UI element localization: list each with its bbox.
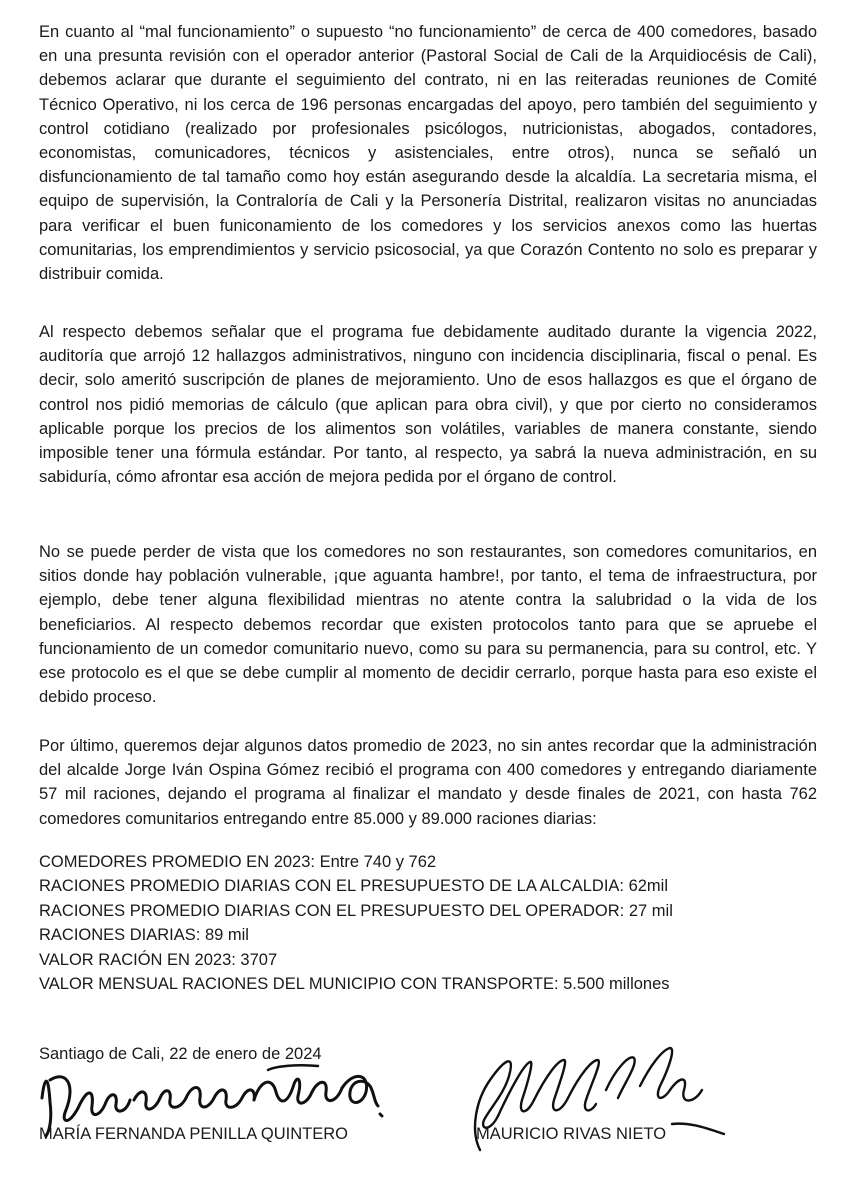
signature-2 <box>440 1020 740 1160</box>
signer-name-1: MARÍA FERNANDA PENILLA QUINTERO <box>39 1125 348 1143</box>
paragraph-comedores-comunitarios: No se puede perder de vista que los comedores no son restaurantes, son comedores comunitarios, en sitios donde hay población vulnerable, ¡que aguanta hambre!, por tanto, el tema de infraestructura, por ejemplo, debe tener alguna flexibilidad mientras no atente contra la salubridad o la vida de los beneficiarios. Al respecto debemos recordar que existen protocolos tanto para que se apruebe el funcionamiento de un comedor comunitario nuevo, como su para su permanencia, para su control, etc. Y ese protocolo es el que se debe cumplir al momento de decidir cerrarlo, porque hasta para eso existe el debido proceso. <box>39 543 817 707</box>
paragraph-auditoria: Al respecto debemos señalar que el programa fue debidamente auditado durante la vigencia 2022, auditoría que arrojó 12 hallazgos administrativos, ninguno con incidencia disciplinaria, fiscal o penal. Es decir, solo ameritó suscripción de planes de mejoramiento. Uno de esos hallazgos es que el órgano de control nos pidió memorias de cálculo (que aplican para obra civil), y que por cierto no consideramos aplicable porque los precios de los alimentos son volátiles, variables de manera constante, siendo imposible tener una fórmula estándar. Por tanto, al respecto, ya sabrá la nueva administración, en su sabiduría, cómo afrontar esa acción de mejora pedida por el órgano de control. <box>39 323 817 487</box>
place-date: Santiago de Cali, 22 de enero de 2024 <box>39 1045 322 1063</box>
data-line-raciones-alcaldia: RACIONES PROMEDIO DIARIAS CON EL PRESUPUESTO DE LA ALCALDIA: 62mil <box>39 877 669 896</box>
data-line-raciones-operador: RACIONES PROMEDIO DIARIAS CON EL PRESUPUESTO DEL OPERADOR: 27 mil <box>39 901 673 920</box>
signature-1 <box>36 1040 386 1140</box>
data-line-valor-racion: VALOR RACIÓN EN 2023: 3707 <box>39 950 278 969</box>
data-line-raciones-diarias: RACIONES DIARIAS: 89 mil <box>39 926 249 945</box>
signer-name-2: MAURICIO RIVAS NIETO <box>476 1125 667 1143</box>
paragraph-datos-promedio: Por último, queremos dejar algunos datos promedio de 2023, no sin antes recordar que la administración del alcalde Jorge Iván Ospina Gómez recibió el programa con 400 comedores y entregando diariamente 57 mil raciones, dejando el programa al finalizar el mandato y desde finales de 2021, con hasta 762 comedores comunitarios entregando entre 85.000 y 89.000 raciones diarias: <box>39 737 817 828</box>
data-list <box>39 850 817 996</box>
data-line-comedores: COMEDORES PROMEDIO EN 2023: Entre 740 y 762 <box>39 853 437 871</box>
paragraph-mal-funcionamiento: En cuanto al “mal funcionamiento” o supuesto “no funcionamiento” de cerca de 400 comedores, basado en una presunta revisión con el operador anterior (Pastoral Social de Cali de la Arquidiocésis de Cali), debemos aclarar que durante el seguimiento del contrato, ni en las reiteradas reuniones de Comité Técnico Operativo, ni los cerca de 196 personas encargadas del apoyo, pero también del seguimiento y control cotidiano (realizado por profesionales psicólogos, nutricionistas, abogados, contadores, economistas, comunicadores, técnicos y asistenciales, entre otros), nunca se señaló un disfuncionamiento de tal tamaño como hoy están asegurando desde la alcaldía. La secretaria misma, el equipo de supervisión, la Contraloría de Cali y la Personería Distrital, realizaron visitas no anunciadas para verificar el buen funiconamiento de los comedores y los servicios anexos como las huertas comunitarias, los emprendimientos y servicio psicosocial, ya que Corazón Contento no solo es preparar y distribuir comida. <box>39 23 817 284</box>
data-line-valor-mensual: VALOR MENSUAL RACIONES DEL MUNICIPIO CON TRANSPORTE: 5.500 millones <box>39 974 670 993</box>
